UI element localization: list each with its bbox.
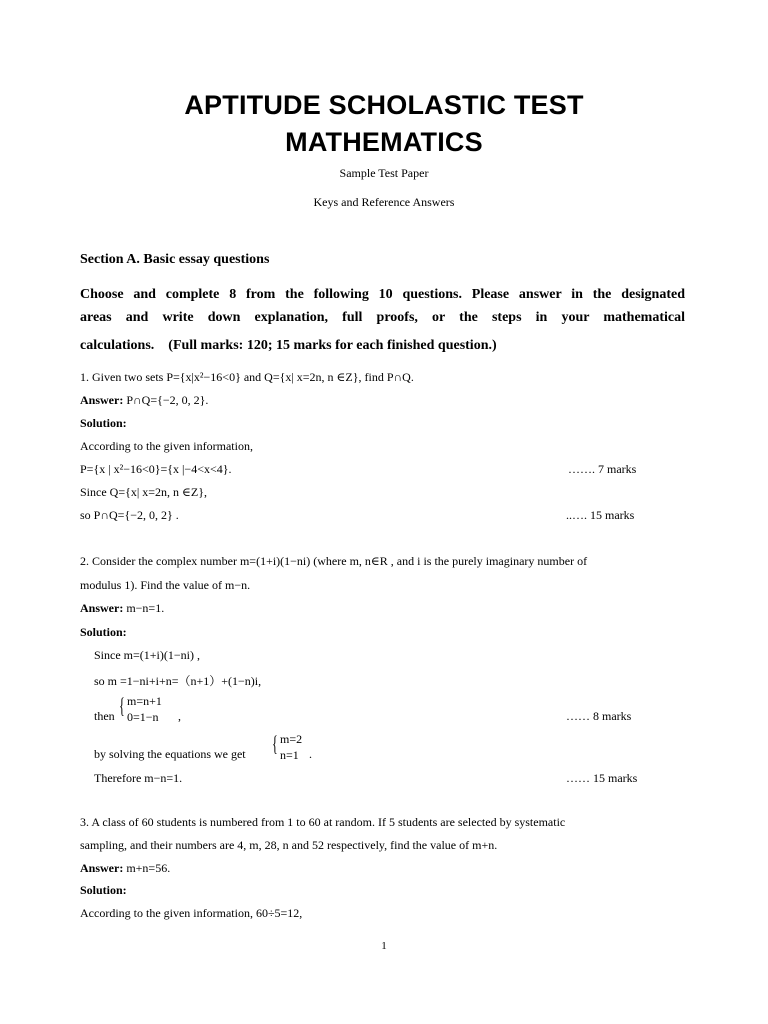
q2-answer-value: m−n=1. [126,601,165,615]
q1-solution-line-2: P={x | x²−16<0}={x |−4<x<4}. [80,462,232,476]
section-heading: Section A. Basic essay questions [80,252,270,267]
q3-answer-value: m+n=56. [126,861,171,875]
q2-system1-comma: , [178,709,181,723]
q2-question-line-2: modulus 1). Find the value of m−n. [80,578,251,592]
q2-answer [80,601,164,616]
q2-answer-label: Answer: [80,601,124,615]
title-line-2: MATHEMATICS [285,127,483,157]
instructions-line-2: areas and write down explanation, full proofs, or the steps in your mathematical [80,310,685,325]
instructions-line-1: Choose and complete 8 from the following 10 questions. Please answer in the designated [80,287,685,302]
q3-question-line-1: 3. A class of 60 students is numbered from 1 to 60 at random. If 5 students are selected by systematic [80,815,566,829]
q1-solution-label: Solution: [80,416,127,430]
page-number: 1 [381,940,387,952]
q1-question: 1. Given two sets P={x|x²−16<0} and Q={x| x=2n, n ∈Z}, find P∩Q. [80,370,414,384]
q1-mark-7: ……. 7 marks [568,462,637,476]
q2-system2-top: m=2 [280,732,303,746]
q1-solution-line-1: According to the given information, [80,439,253,453]
q3-solution-label: Solution: [80,883,127,897]
q2-solution-line-2: so m =1−ni+i+n=（n+1）+(1−n)i, [94,674,262,688]
q3-answer-label: Answer: [80,861,124,875]
q2-solution-line-1: Since m=(1+i)(1−ni) , [94,648,200,662]
q3-question-line-2: sampling, and their numbers are 4, m, 28, n and 52 respectively, find the value of m+n. [80,838,498,852]
q2-system2-bottom: n=1 [280,748,299,762]
q1-solution-line-3: Since Q={x| x=2n, n ∈Z}, [80,485,207,499]
title-line-1: APTITUDE SCHOLASTIC TEST [184,90,584,120]
q2-question-line-1: 2. Consider the complex number m=(1+i)(1−ni) (where m, n∈R , and i is the purely imaginary number of [80,554,588,568]
q2-solution-label: Solution: [80,625,127,639]
q1-answer-label: Answer: [80,393,124,407]
q2-mark-8: …… 8 marks [566,709,632,723]
q2-solving-text: by solving the equations we get [94,747,246,761]
q3-answer [80,861,170,876]
subtitle-keys: Keys and Reference Answers [313,195,455,209]
q3-solution-line-1: According to the given information, 60÷5=12, [80,906,303,920]
q1-mark-15: ..…. 15 marks [566,508,635,522]
q2-system-brace-1: { [119,693,125,718]
q2-system-brace-2: { [272,731,278,756]
q1-answer [80,393,208,408]
q2-system2-period: . [309,747,312,761]
q2-system1-top: m=n+1 [127,694,162,708]
q1-solution-line-4: so P∩Q={−2, 0, 2} . [80,508,179,522]
subtitle-sample-test: Sample Test Paper [339,166,429,180]
q2-system1-bottom: 0=1−n [127,710,159,724]
q2-mark-15: …… 15 marks [566,771,638,785]
q1-answer-value: P∩Q={−2, 0, 2}. [126,393,209,407]
instructions-line-3: calculations. (Full marks: 120; 15 marks for each finished question.) [80,338,497,353]
q2-solution-line-5: Therefore m−n=1. [94,771,183,785]
q2-then-label: then [94,709,115,723]
